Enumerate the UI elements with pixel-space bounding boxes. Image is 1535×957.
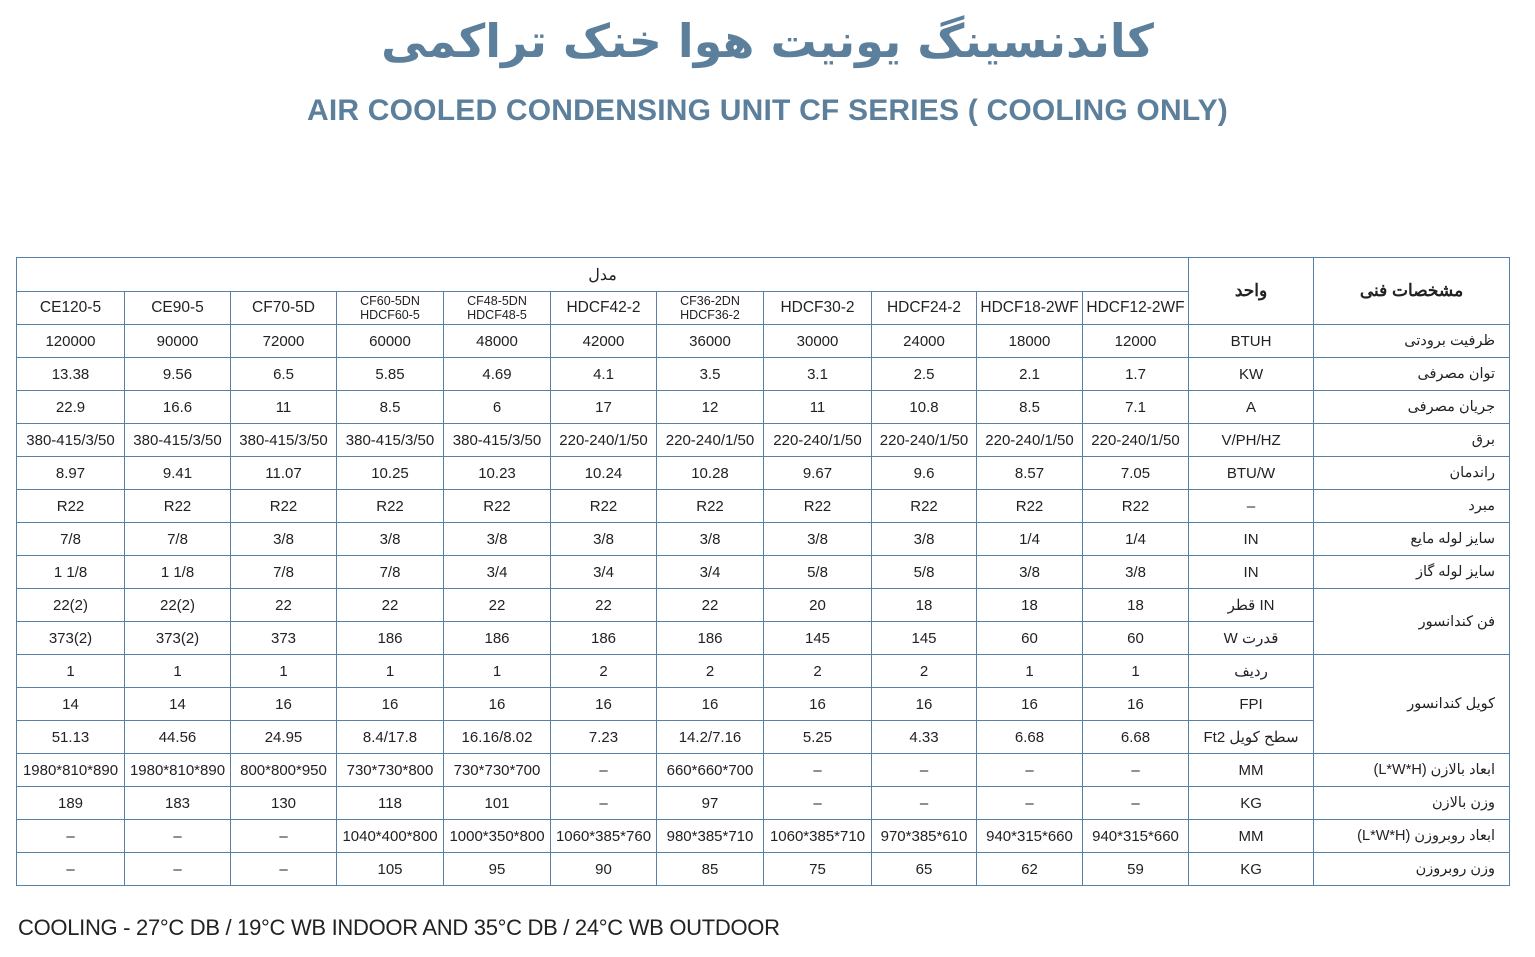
value-cell: 4.33 [872,721,977,754]
value-cell: 5/8 [764,556,872,589]
value-cell: 16 [657,688,764,721]
value-cell: 1 [1083,655,1189,688]
unit-cell: ردیف [1189,655,1314,688]
value-cell: 8.97 [17,457,125,490]
value-cell: 6.68 [1083,721,1189,754]
value-cell: 8.5 [977,391,1083,424]
value-cell: 220-240/1/50 [977,424,1083,457]
value-cell: – [764,754,872,787]
value-cell: 4.1 [551,358,657,391]
value-cell: 6 [444,391,551,424]
value-cell: 14.2/7.16 [657,721,764,754]
value-cell: 97 [657,787,764,820]
value-cell: 8.4/17.8 [337,721,444,754]
value-cell: 16 [231,688,337,721]
value-cell: 380-415/3/50 [444,424,551,457]
value-cell: 1000*350*800 [444,820,551,853]
model-name-cell [657,292,764,325]
value-cell: 13.38 [17,358,125,391]
unit-cell: سطح کویل Ft2 [1189,721,1314,754]
value-cell: R22 [551,490,657,523]
value-cell: 11 [764,391,872,424]
model-name-line: HDCF60-5 [360,308,420,322]
table-row [17,787,1510,820]
value-cell: 145 [872,622,977,655]
unit-cell: MM [1189,754,1314,787]
value-cell: 1980*810*890 [125,754,231,787]
unit-cell: V/PH/HZ [1189,424,1314,457]
spec-header: مشخصات فنی [1314,258,1510,325]
table-row [17,391,1510,424]
unit-cell: KG [1189,787,1314,820]
table-row [17,490,1510,523]
spec-label-cell: ابعاد بالازن (L*W*H) [1314,754,1510,787]
spec-label-cell: سایز لوله گاز [1314,556,1510,589]
value-cell: 800*800*950 [231,754,337,787]
value-cell: 9.41 [125,457,231,490]
unit-cell: MM [1189,820,1314,853]
value-cell: 22 [657,589,764,622]
value-cell: 3/4 [551,556,657,589]
model-name-cell: CE90-5 [125,292,231,325]
unit-header: واحد [1189,258,1314,325]
spec-label-cell: سایز لوله مایع [1314,523,1510,556]
value-cell: R22 [125,490,231,523]
unit-cell: – [1189,490,1314,523]
value-cell: 660*660*700 [657,754,764,787]
value-cell: 220-240/1/50 [551,424,657,457]
value-cell: 1 1/8 [125,556,231,589]
unit-cell: IN [1189,523,1314,556]
table-row [17,424,1510,457]
value-cell: – [872,787,977,820]
value-cell: 16 [444,688,551,721]
value-cell: 16 [337,688,444,721]
value-cell: 1/4 [977,523,1083,556]
value-cell: 90000 [125,325,231,358]
value-cell: 5.25 [764,721,872,754]
model-name-cell [444,292,551,325]
value-cell: – [977,787,1083,820]
table-row [17,721,1510,754]
value-cell: 3/8 [1083,556,1189,589]
value-cell: 10.8 [872,391,977,424]
value-cell: 44.56 [125,721,231,754]
value-cell: 62 [977,853,1083,886]
value-cell: 24.95 [231,721,337,754]
value-cell: – [1083,754,1189,787]
value-cell: 16 [872,688,977,721]
value-cell: 12 [657,391,764,424]
value-cell: 18000 [977,325,1083,358]
value-cell: 3/4 [657,556,764,589]
table-row [17,556,1510,589]
spec-label-cell: ابعاد روبروزن (L*W*H) [1314,820,1510,853]
value-cell: 1060*385*710 [764,820,872,853]
value-cell: 22 [231,589,337,622]
model-name-cell [337,292,444,325]
value-cell: 7/8 [125,523,231,556]
table-row [17,688,1510,721]
value-cell: 1 [231,655,337,688]
value-cell: R22 [444,490,551,523]
value-cell: 20 [764,589,872,622]
value-cell: 3/8 [657,523,764,556]
page-title-english: AIR COOLED CONDENSING UNIT CF SERIES ( COOLING ONLY) [306,94,1228,127]
value-cell: 220-240/1/50 [657,424,764,457]
value-cell: 3.1 [764,358,872,391]
value-cell: 380-415/3/50 [17,424,125,457]
value-cell: 1060*385*760 [551,820,657,853]
value-cell: 22 [337,589,444,622]
value-cell: 3/8 [337,523,444,556]
value-cell: 183 [125,787,231,820]
value-cell: 16 [551,688,657,721]
model-name-cell: CE120-5 [17,292,125,325]
value-cell: 186 [337,622,444,655]
value-cell: 3/8 [231,523,337,556]
value-cell: 3.5 [657,358,764,391]
value-cell: 380-415/3/50 [125,424,231,457]
value-cell: 1/4 [1083,523,1189,556]
value-cell: R22 [872,490,977,523]
model-name-cell: HDCF12-2WF [1083,292,1189,325]
value-cell: 8.5 [337,391,444,424]
value-cell: 1040*400*800 [337,820,444,853]
unit-cell: KG [1189,853,1314,886]
value-cell: 3/8 [551,523,657,556]
value-cell: – [17,853,125,886]
value-cell: 2.5 [872,358,977,391]
value-cell: 10.23 [444,457,551,490]
unit-cell: IN [1189,556,1314,589]
value-cell: 75 [764,853,872,886]
value-cell: 3/8 [444,523,551,556]
value-cell: R22 [231,490,337,523]
value-cell: R22 [764,490,872,523]
value-cell: – [231,853,337,886]
value-cell: 22 [444,589,551,622]
value-cell: R22 [1083,490,1189,523]
value-cell: – [231,820,337,853]
value-cell: 4.69 [444,358,551,391]
value-cell: 373(2) [17,622,125,655]
value-cell: 10.28 [657,457,764,490]
value-cell: 186 [444,622,551,655]
test-conditions-note: COOLING - 27°C DB / 19°C WB INDOOR AND 35°C DB / 24°C WB OUTDOOR [18,915,780,940]
value-cell: – [125,820,231,853]
value-cell: 380-415/3/50 [231,424,337,457]
spec-label-cell: فن کندانسور [1314,589,1510,655]
value-cell: R22 [337,490,444,523]
value-cell: 1 [337,655,444,688]
value-cell: R22 [657,490,764,523]
value-cell: 60 [977,622,1083,655]
value-cell: 130 [231,787,337,820]
value-cell: 17 [551,391,657,424]
value-cell: R22 [17,490,125,523]
value-cell: 22.9 [17,391,125,424]
value-cell: 970*385*610 [872,820,977,853]
value-cell: 16 [764,688,872,721]
value-cell: 6.5 [231,358,337,391]
value-cell: 186 [551,622,657,655]
spec-table [16,257,1510,886]
value-cell: – [17,820,125,853]
model-name-line: CF60-5DN [360,294,420,308]
table-row [17,589,1510,622]
value-cell: 51.13 [17,721,125,754]
value-cell: 7.23 [551,721,657,754]
spec-label-cell: توان مصرفی [1314,358,1510,391]
value-cell: 730*730*700 [444,754,551,787]
value-cell: 118 [337,787,444,820]
value-cell: 2 [657,655,764,688]
value-cell: 14 [125,688,231,721]
value-cell: – [977,754,1083,787]
value-cell: 373 [231,622,337,655]
value-cell: 3/8 [764,523,872,556]
spec-label-cell: وزن روبروزن [1314,853,1510,886]
value-cell: 2 [872,655,977,688]
spec-label-cell: جریان مصرفی [1314,391,1510,424]
value-cell: 36000 [657,325,764,358]
value-cell: 42000 [551,325,657,358]
value-cell: – [125,853,231,886]
value-cell: 22 [551,589,657,622]
value-cell: 65 [872,853,977,886]
value-cell: 7.05 [1083,457,1189,490]
value-cell: 95 [444,853,551,886]
unit-cell: قدرت W [1189,622,1314,655]
value-cell: 5/8 [872,556,977,589]
model-name-line: CF36-2DN [680,294,740,308]
value-cell: 30000 [764,325,872,358]
value-cell: 85 [657,853,764,886]
value-cell: 10.24 [551,457,657,490]
value-cell: 5.85 [337,358,444,391]
model-name-line: CF48-5DN [467,294,527,308]
value-cell: – [551,787,657,820]
value-cell: 1980*810*890 [17,754,125,787]
value-cell: 16 [977,688,1083,721]
unit-cell: FPI [1189,688,1314,721]
table-row [17,523,1510,556]
value-cell: 90 [551,853,657,886]
unit-cell: KW [1189,358,1314,391]
value-cell: 8.57 [977,457,1083,490]
value-cell: 1 [444,655,551,688]
value-cell: 12000 [1083,325,1189,358]
value-cell: – [872,754,977,787]
value-cell: – [764,787,872,820]
model-header: مدل [17,258,1189,292]
spec-label-cell: کویل کندانسور [1314,655,1510,754]
value-cell: 1 [17,655,125,688]
spec-label-cell: مبرد [1314,490,1510,523]
value-cell: 9.6 [872,457,977,490]
value-cell: 10.25 [337,457,444,490]
value-cell: 24000 [872,325,977,358]
value-cell: 3/8 [977,556,1083,589]
value-cell: 980*385*710 [657,820,764,853]
value-cell: 22(2) [17,589,125,622]
value-cell: 380-415/3/50 [337,424,444,457]
value-cell: 16.16/8.02 [444,721,551,754]
value-cell: 1 [125,655,231,688]
table-row [17,622,1510,655]
model-name-cell: HDCF42-2 [551,292,657,325]
value-cell: 14 [17,688,125,721]
unit-cell: BTUH [1189,325,1314,358]
spec-label-cell: راندمان [1314,457,1510,490]
model-name-cell: HDCF24-2 [872,292,977,325]
value-cell: 22(2) [125,589,231,622]
value-cell: 6.68 [977,721,1083,754]
value-cell: 220-240/1/50 [872,424,977,457]
value-cell: 18 [1083,589,1189,622]
value-cell: 9.56 [125,358,231,391]
model-name-line: HDCF48-5 [467,308,527,322]
value-cell: 16.6 [125,391,231,424]
spec-label-cell: ظرفیت برودتی [1314,325,1510,358]
table-row [17,457,1510,490]
value-cell: 2 [551,655,657,688]
table-row [17,754,1510,787]
value-cell: 16 [1083,688,1189,721]
value-cell: 101 [444,787,551,820]
value-cell: 60000 [337,325,444,358]
value-cell: 730*730*800 [337,754,444,787]
unit-cell: IN قطر [1189,589,1314,622]
value-cell: 940*315*660 [1083,820,1189,853]
model-name-cell: CF70-5D [231,292,337,325]
value-cell: 220-240/1/50 [764,424,872,457]
value-cell: 11 [231,391,337,424]
value-cell: 1 [977,655,1083,688]
value-cell: 60 [1083,622,1189,655]
value-cell: 18 [872,589,977,622]
value-cell: 7/8 [337,556,444,589]
value-cell: 3/4 [444,556,551,589]
value-cell: 2 [764,655,872,688]
value-cell: 120000 [17,325,125,358]
value-cell: 1.7 [1083,358,1189,391]
value-cell: 145 [764,622,872,655]
model-name-cell: HDCF18-2WF [977,292,1083,325]
value-cell: 9.67 [764,457,872,490]
unit-cell: A [1189,391,1314,424]
table-row [17,655,1510,688]
value-cell: 940*315*660 [977,820,1083,853]
value-cell: 7.1 [1083,391,1189,424]
value-cell: 2.1 [977,358,1083,391]
value-cell: 72000 [231,325,337,358]
spec-label-cell: وزن بالازن [1314,787,1510,820]
value-cell: 186 [657,622,764,655]
value-cell: – [551,754,657,787]
table-row [17,820,1510,853]
spec-label-cell: برق [1314,424,1510,457]
value-cell: 48000 [444,325,551,358]
page-title-persian: کاندنسینگ یونیت هوا خنک تراکمی [381,14,1154,68]
value-cell: 7/8 [231,556,337,589]
table-row [17,853,1510,886]
value-cell: R22 [977,490,1083,523]
value-cell: 3/8 [872,523,977,556]
table-row [17,358,1510,391]
value-cell: 11.07 [231,457,337,490]
value-cell: 18 [977,589,1083,622]
value-cell: 1 1/8 [17,556,125,589]
unit-cell: BTU/W [1189,457,1314,490]
value-cell: 373(2) [125,622,231,655]
model-name-cell: HDCF30-2 [764,292,872,325]
value-cell: 220-240/1/50 [1083,424,1189,457]
value-cell: – [1083,787,1189,820]
table-row [17,325,1510,358]
model-name-line: HDCF36-2 [680,308,740,322]
value-cell: 189 [17,787,125,820]
value-cell: 7/8 [17,523,125,556]
value-cell: 105 [337,853,444,886]
value-cell: 59 [1083,853,1189,886]
